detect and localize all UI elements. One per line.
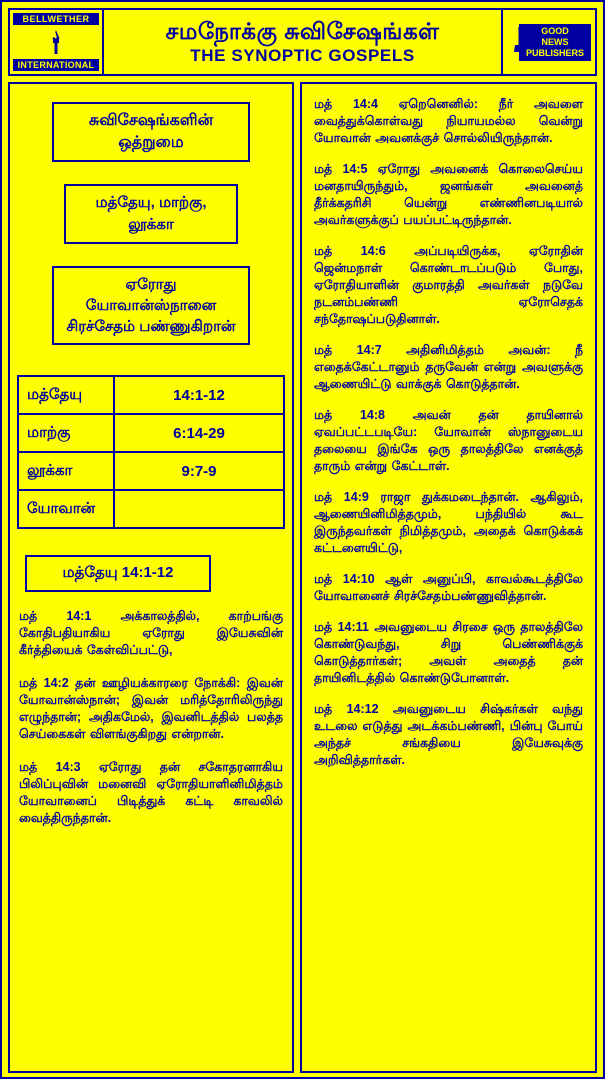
title-english: THE SYNOPTIC GOSPELS (190, 46, 415, 65)
torch-icon (43, 29, 69, 55)
table-row (18, 376, 284, 414)
verse-text: மத் 14:9 ராஜா துக்கமடைந்தான். ஆகிலும், ஆணையினிமித்தமும், பந்தியில் கூட இருந்தவர்கள் நிமித்தமும், அதைக் கொடுக்கக் கட்டளையிட்டு, (314, 490, 583, 555)
verse-text: மத் 14:2 தன் ஊழியக்காரரை நோக்கி: இவன் யோவான்ஸ்நான்; இவன் மரித்தோரிலிருந்து எழுந்தான்; அதிகமேல், இவனிடத்தில் பலத்த செய்கைகள் விளங்குகிறது என்றான். (19, 676, 283, 741)
table-row (18, 490, 284, 528)
verse-text: மத் 14:4 ஏறெனெனில்: நீர் அவளை வைத்துக்கொள்வது நியாயமல்ல வென்று யோவான் அவனக்குச் சொல்லியிருந்தான். (314, 97, 583, 145)
bellwether-international-logo (10, 10, 104, 74)
verse-text: மத் 14:11 அவனுடைய சிரசை ஒரு தாலத்திலே கொண்டுவந்து, சிறு பெண்ணிக்குக் கொடுத்தார்கள்; அவள் அதைத் தன் தாயினிடத்தில் கொண்டுபோனாள். (314, 620, 583, 685)
table-cell-book: யோவான் (18, 490, 114, 528)
left-column (8, 82, 294, 1073)
verse-text: மத் 14:7 அதினிமித்தம் அவன்: நீ எதைக்கேட்டானும் தருவேன் என்று அவளுக்கு ஆணையிட்டு வாக்குக் கொடுத்தான். (314, 343, 583, 391)
verse-text: மத் 14:6 அப்படியிருக்க, ஏரோதின் ஜென்மநாள் கொண்டாடப்படும் போது, ஏரோதியாளின் குமாரத்தி அவர்கள் நடுவே நடனம்பண்ணி ஏரோசெதக் சந்தோஷப்படுதினாள். (314, 244, 583, 326)
scripture-reference-table (17, 375, 285, 529)
gnp-logo-line1: GOOD (541, 25, 569, 36)
verse-text: மத் 14:1 அக்காலத்தில், காற்பங்கு கோதிபதியாகிய ஏரோது இயேசுவின் கீர்த்தியைக் கேள்விப்பட்டு, (19, 609, 283, 657)
statue-icon (510, 23, 530, 53)
verse-text: மத் 14:5 ஏரோது அவனைக் கொலைசெய்ய மனதாயிருந்தும், ஜனங்கள் அவனைத் தீர்க்கதரிசி யென்று எண்ணினபடியால் அவர்களுக்குப் பயப்பட்டிருந்தான். (314, 162, 583, 227)
gnp-logo-line2: NEWS (541, 36, 569, 47)
verse-text: மத் 14:10 ஆள் அனுப்பி, காவல்கூடத்திலே யோவானைச் சிரச்சேதம்பண்ணுவித்தான். (314, 572, 583, 603)
table-cell-book: மத்தேயு (18, 376, 114, 414)
table-row (18, 414, 284, 452)
verse-text: மத் 14:3 ஏரோது தன் சகோதரனாகிய பிலிப்புவின் மனைவி ஏரோதியாளினிமித்தம் யோவானைப் பிடித்துக் கட்டி காவலில் வைத்திருந்தான். (19, 760, 283, 825)
table-row (18, 452, 284, 490)
table-cell-reference (114, 490, 284, 528)
passage-heading: மத்தேயு 14:1-12 (25, 555, 211, 592)
table-cell-reference: 14:1-12 (114, 376, 284, 414)
table-cell-reference: 6:14-29 (114, 414, 284, 452)
table-cell-book: மாற்கு (18, 414, 114, 452)
verse-text: மத் 14:8 அவன் தன் தாயினால் ஏவப்பட்டபடியே: யோவான் ஸ்நானுடைய தலையை இங்கே ஒரு தாலத்திலே எனக்குத் தாரும் என்று கேட்டாள். (314, 408, 583, 473)
page-header (8, 8, 597, 76)
right-column (300, 82, 597, 1073)
bellwether-logo-line2: INTERNATIONAL (13, 59, 99, 71)
heading-topic: ஏரோது யோவான்ஸ்நானை சிரச்சேதம் பண்ணுகிறான் (52, 266, 250, 345)
table-cell-reference: 9:7-9 (114, 452, 284, 490)
heading-gospel-books: மத்தேயு, மாற்கு, லூக்கா (64, 184, 238, 244)
bellwether-logo-line1: BELLWETHER (13, 13, 99, 25)
title-tamil: சமநோக்கு சுவிசேஷங்கள் (165, 18, 440, 44)
good-news-publishers-logo (501, 10, 595, 74)
verse-text: மத் 14:12 அவனுடைய சிஷ்கர்கள் வந்து உடலை எடுத்து அடக்கம்பண்ணி, பின்பு போய் அந்தச் சங்கதியை இயேசுவுக்கு அறிவித்தார்கள். (314, 702, 583, 767)
table-cell-book: லூக்கா (18, 452, 114, 490)
gnp-logo-line3: PUBLISHERS (525, 47, 584, 58)
heading-gospel-unity: சுவிசேஷங்களின் ஒத்றுமை (52, 102, 250, 162)
page-title (104, 10, 501, 74)
